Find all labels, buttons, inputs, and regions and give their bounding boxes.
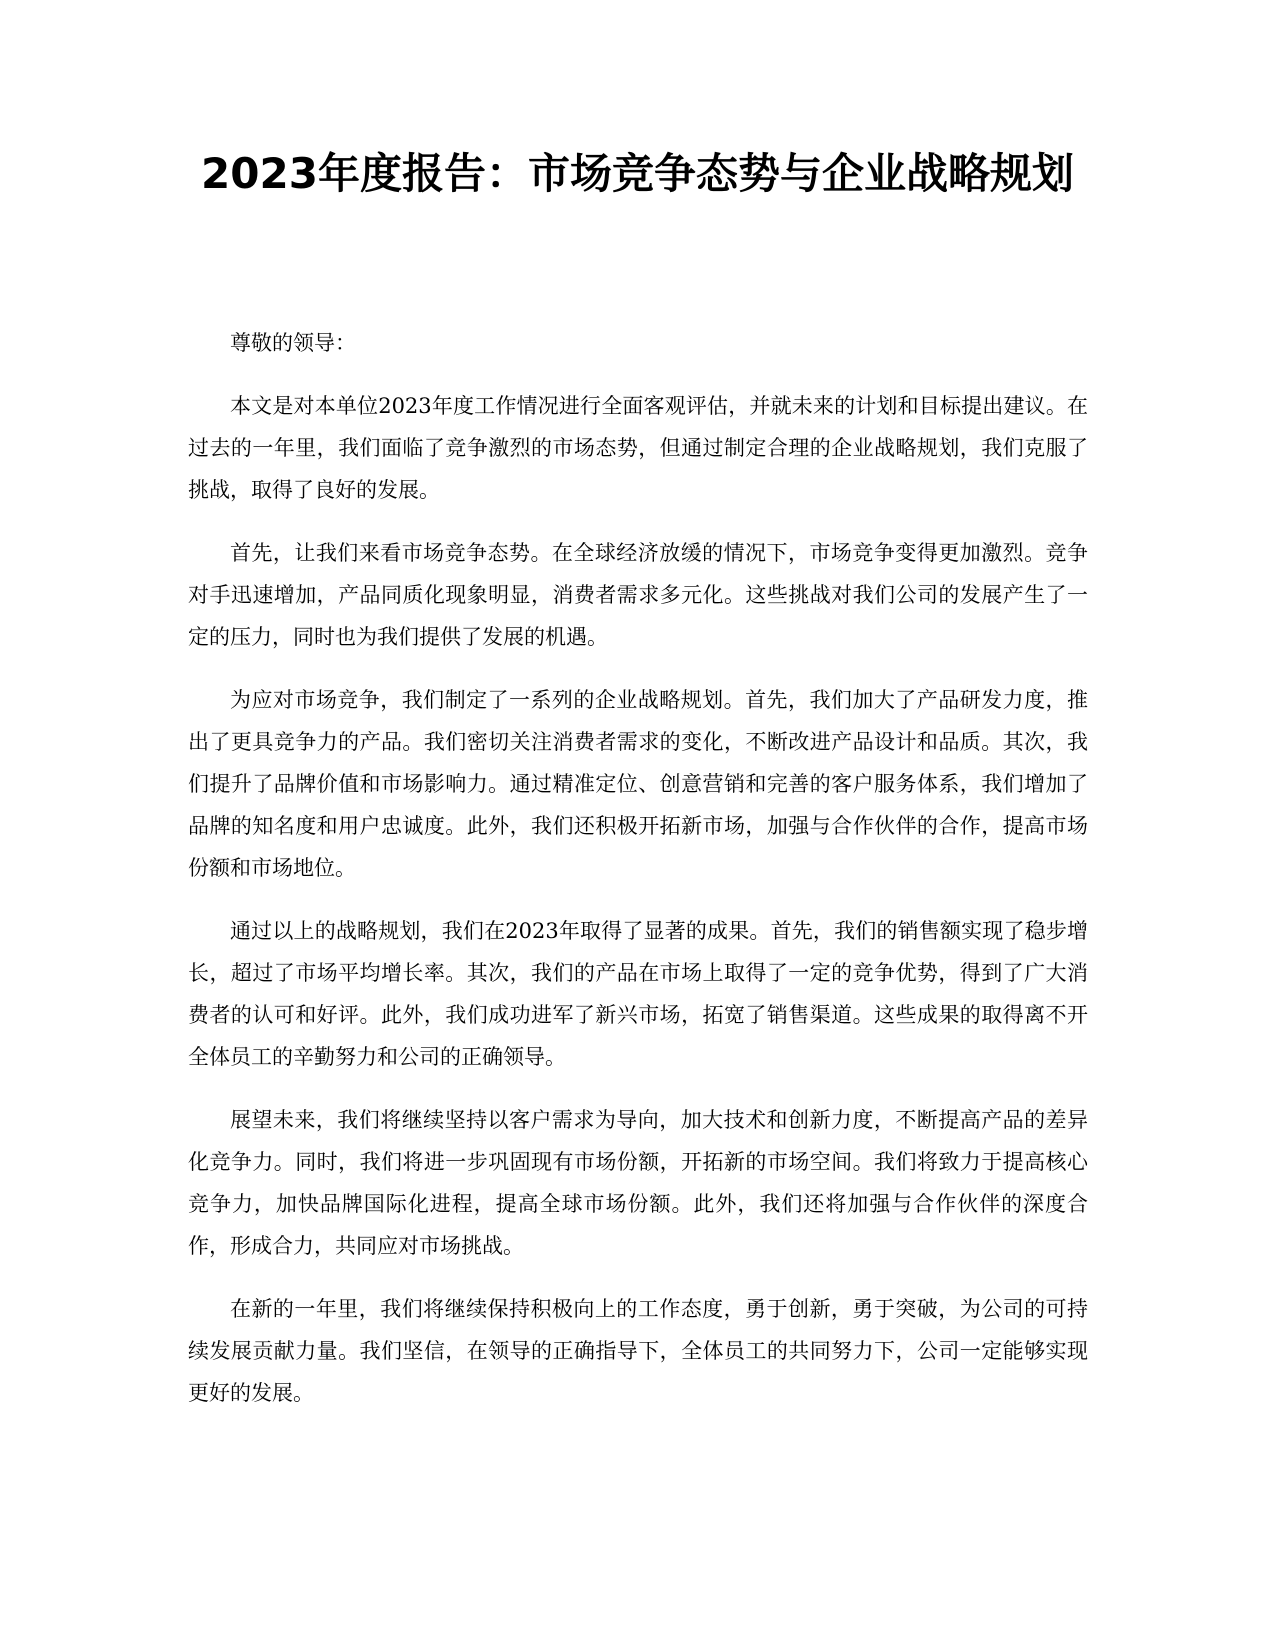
paragraph-2: 首先，让我们来看市场竞争态势。在全球经济放缓的情况下，市场竞争变得更加激烈。竞争对手迅速增加，产品同质化现象明显，消费者需求多元化。这些挑战对我们公司的发展产生了一定的压力，同时也为我们提供了发展的机遇。 [188,541,1088,649]
document-title: 2023年度报告：市场竞争态势与企业战略规划 [201,149,1074,198]
salutation: 尊敬的领导： [230,331,356,355]
paragraph-1: 本文是对本单位2023年度工作情况进行全面客观评估，并就未来的计划和目标提出建议。在过去的一年里，我们面临了竞争激烈的市场态势，但通过制定合理的企业战略规划，我们克服了挑战，取得了良好的发展。 [188,394,1088,502]
paragraph-6: 在新的一年里，我们将继续保持积极向上的工作态度，勇于创新，勇于突破，为公司的可持续发展贡献力量。我们坚信，在领导的正确指导下，全体员工的共同努力下，公司一定能够实现更好的发展。 [188,1297,1088,1405]
paragraph-5: 展望未来，我们将继续坚持以客户需求为导向，加大技术和创新力度，不断提高产品的差异化竞争力。同时，我们将进一步巩固现有市场份额，开拓新的市场空间。我们将致力于提高核心竞争力，加快品牌国际化进程，提高全球市场份额。此外，我们还将加强与合作伙伴的深度合作，形成合力，共同应对市场挑战。 [188,1108,1088,1258]
paragraph-4: 通过以上的战略规划，我们在2023年取得了显著的成果。首先，我们的销售额实现了稳步增长，超过了市场平均增长率。其次，我们的产品在市场上取得了一定的竞争优势，得到了广大消费者的认可和好评。此外，我们成功进军了新兴市场，拓宽了销售渠道。这些成果的取得离不开全体员工的辛勤努力和公司的正确领导。 [188,919,1088,1069]
paragraph-3: 为应对市场竞争，我们制定了一系列的企业战略规划。首先，我们加大了产品研发力度，推出了更具竞争力的产品。我们密切关注消费者需求的变化，不断改进产品设计和品质。其次，我们提升了品牌价值和市场影响力。通过精准定位、创意营销和完善的客户服务体系，我们增加了品牌的知名度和用户忠诚度。此外，我们还积极开拓新市场，加强与合作伙伴的合作，提高市场份额和市场地位。 [188,688,1088,880]
document-body [188,322,1088,1435]
